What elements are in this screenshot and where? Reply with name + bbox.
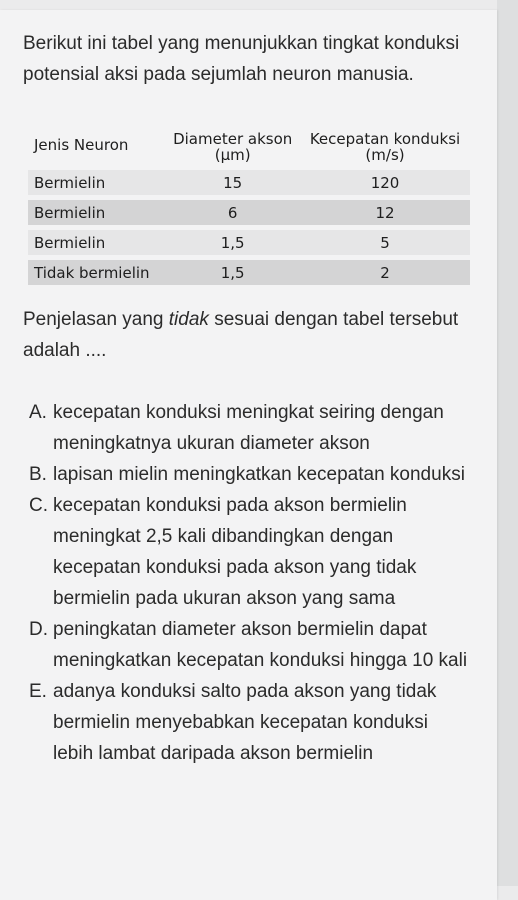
header-unit-kecepatan: (m/s)	[365, 146, 405, 164]
right-scroll-strip	[497, 0, 518, 886]
option-text: adanya konduksi salto pada akson yang tidak bermielin menyebabkan kecepatan konduksi lebih lambat daripada akson bermielin	[53, 681, 437, 764]
question-emphasis: tidak	[168, 309, 209, 330]
header-unit-diameter: (μm)	[214, 146, 251, 164]
question-text	[23, 304, 483, 366]
option-letter: C.	[29, 495, 48, 516]
option-letter: D.	[29, 619, 48, 640]
option-letter: A.	[29, 402, 47, 423]
cell-kecepatan: 120	[300, 170, 470, 195]
cell-kecepatan: 12	[300, 200, 470, 225]
neuron-table	[28, 126, 470, 290]
option-text: lapisan mielin meningkatkan kecepatan konduksi	[53, 464, 465, 485]
option-c[interactable]	[29, 490, 489, 614]
question-before: Penjelasan yang	[23, 309, 169, 330]
intro-text: Berikut ini tabel yang menunjukkan tingkat konduksi potensial aksi pada sejumlah neuron manusia.	[23, 33, 460, 85]
table-header-row	[28, 131, 470, 165]
option-d[interactable]	[29, 614, 489, 676]
header-kecepatan-konduksi: Kecepatan konduksi (m/s)	[309, 130, 461, 164]
option-text: peningkatan diameter akson bermielin dapat meningkatkan kecepatan konduksi hingga 10 kali	[53, 619, 468, 671]
cell-kecepatan: 5	[300, 230, 470, 255]
cell-jenis: Bermielin	[28, 170, 165, 195]
table-row	[28, 170, 470, 195]
cell-diameter: 1,5	[165, 230, 300, 255]
option-letter: B.	[29, 464, 47, 485]
cell-jenis: Bermielin	[28, 230, 165, 255]
header-diameter-akson: Diameter akson (μm)	[173, 130, 293, 164]
header-jenis-neuron: Jenis Neuron	[34, 136, 129, 154]
question-after: sesuai dengan tabel tersebut adalah ....	[23, 309, 459, 361]
cell-diameter: 6	[165, 200, 300, 225]
option-b[interactable]	[29, 459, 489, 490]
cell-kecepatan: 2	[300, 260, 470, 285]
option-e[interactable]	[29, 676, 489, 769]
table-row	[28, 260, 470, 285]
option-text: kecepatan konduksi pada akson bermielin meningkat 2,5 kali dibandingkan dengan kecepatan konduksi pada akson yang tidak bermielin pada ukuran akson yang sama	[53, 495, 417, 609]
table-row	[28, 200, 470, 225]
answer-options	[29, 397, 489, 769]
cell-jenis: Bermielin	[28, 200, 165, 225]
cell-diameter: 15	[165, 170, 300, 195]
table-row	[28, 230, 470, 255]
option-text: kecepatan konduksi meningkat seiring dengan meningkatnya ukuran diameter akson	[53, 402, 444, 454]
cell-jenis: Tidak bermielin	[28, 260, 165, 285]
option-a[interactable]	[29, 397, 489, 459]
cell-diameter: 1,5	[165, 260, 300, 285]
option-letter: E.	[29, 681, 47, 702]
